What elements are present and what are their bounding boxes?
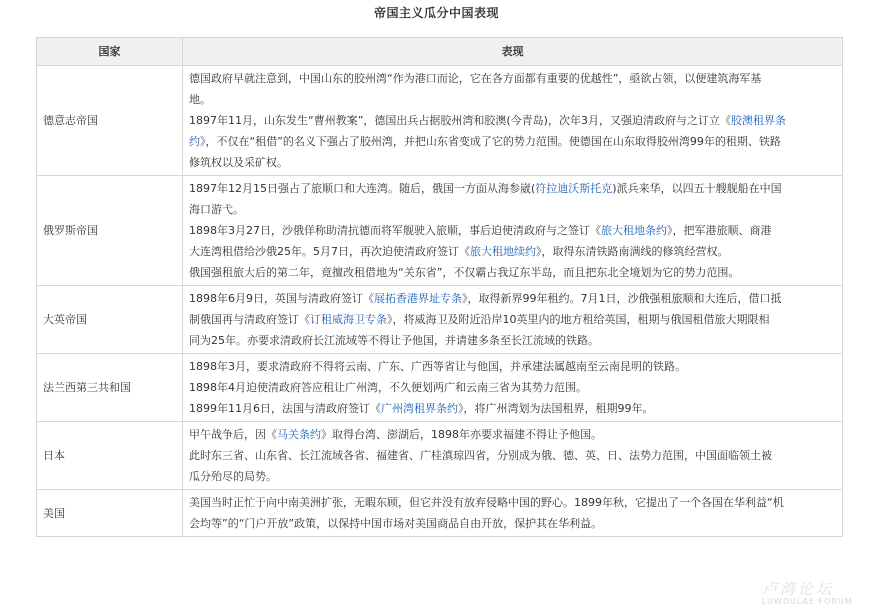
performance-line (189, 89, 836, 110)
header-country: 国家 (37, 38, 183, 66)
performance-line (189, 492, 836, 513)
performance-line (189, 356, 836, 377)
performance-line (189, 152, 836, 173)
country-cell: 俄罗斯帝国 (37, 176, 183, 286)
text-segment: 》，将威海卫及附近沿岸10英里内的地方租给英国，租期与俄国租借旅大期限相 (387, 313, 770, 326)
table-row (37, 422, 843, 490)
text-segment: 俄国强租旅大后的第二年，竟擅改租借地为“关东省”，不仅霸占我辽东半岛，而且把东北全境划为它的势力范围。 (189, 266, 740, 279)
treaty-link[interactable]: 旅大租地条约 (601, 224, 667, 237)
table-header-row (37, 38, 843, 66)
text-segment: 》，取得东清铁路南满线的修筑经营权。 (536, 245, 729, 258)
performance-line (189, 241, 836, 262)
performance-line (189, 110, 836, 131)
performance-line (189, 445, 836, 466)
performance-line (189, 513, 836, 534)
performance-line (189, 424, 836, 445)
performance-cell (183, 422, 843, 490)
treaty-link[interactable]: 订租威海卫专条 (310, 313, 387, 326)
text-segment: 会均等”的“门户开放”政策，以保持中国市场对美国商品自由开放，保护其在华利益。 (189, 517, 603, 530)
country-cell: 日本 (37, 422, 183, 490)
performance-cell (183, 490, 843, 537)
performance-cell (183, 66, 843, 176)
text-segment: 1898年3月27日，沙俄佯称助清抗德而将军舰驶入旅顺，事后迫使清政府与之签订《 (189, 224, 601, 237)
text-segment: 同为25年。亦要求清政府长江流域等不得让予他国，并请建多条至长江流域的铁路。 (189, 334, 599, 347)
watermark-en-text: LUWDULAE FORUM (762, 597, 853, 606)
text-segment: 》，取得新界99年租约。7月1日，沙俄强租旅顺和大连后，借口抵 (462, 292, 782, 305)
treaty-link[interactable]: 广州湾租界条约 (381, 402, 458, 415)
performance-line (189, 262, 836, 283)
partition-table (36, 37, 843, 537)
watermark-cn-text: 卢湾论坛 (762, 580, 835, 598)
country-cell: 德意志帝国 (37, 66, 183, 176)
treaty-link[interactable]: 旅大租地续约 (470, 245, 536, 258)
forum-watermark (762, 582, 867, 608)
table-row (37, 354, 843, 422)
text-segment: 1899年11月6日，法国与清政府签订《 (189, 402, 381, 415)
performance-line (189, 178, 836, 199)
performance-line (189, 131, 836, 152)
performance-line (189, 330, 836, 351)
performance-line (189, 68, 836, 89)
text-segment: 》，把军港旅顺、商港 (667, 224, 772, 237)
table-row (37, 490, 843, 537)
table-row (37, 176, 843, 286)
treaty-link[interactable]: 展拓香港界址专条 (374, 292, 462, 305)
text-segment: 此时东三省、山东省、长江流域各省、福建省、广桂滇琼四省，分别成为俄、德、英、日、法势力范围，中国面临领土被 (189, 449, 772, 462)
text-segment: 修筑权以及采矿权。 (189, 156, 288, 169)
text-segment: 1898年3月，要求清政府不得将云南、广东、广西等省让与他国，并承建法属越南至云南昆明的铁路。 (189, 360, 686, 373)
table-row (37, 286, 843, 354)
treaty-link[interactable]: 约 (189, 135, 200, 148)
performance-line (189, 377, 836, 398)
treaty-link[interactable]: 符拉迪沃斯托克 (535, 182, 613, 195)
text-segment: 》，将广州湾划为法国租界，租期99年。 (458, 402, 654, 415)
performance-cell (183, 354, 843, 422)
performance-line (189, 466, 836, 487)
table-caption: 帝国主义瓜分中国表现 (373, 6, 499, 20)
text-segment: 德国政府早就注意到，中国山东的胶州湾“作为港口而论，它在各方面都有重要的优越性”，亟欲占领，以便建筑海军基 (189, 72, 762, 85)
header-performance: 表现 (183, 38, 843, 66)
performance-line (189, 309, 836, 330)
text-segment: 美国当时正忙于向中南美洲扩张，无暇东顾，但它并没有放弃侵略中国的野心。1899年秋，它提出了一个各国在华利益“机 (189, 496, 784, 509)
text-segment: 制俄国再与清政府签订《 (189, 313, 310, 326)
text-segment: 1898年6月9日，英国与清政府签订《 (189, 292, 374, 305)
text-segment: 大连湾租借给沙俄25年。5月7日，再次迫使清政府签订《 (189, 245, 470, 258)
text-segment: 》取得台湾、澎湖后，1898年亦要求福建不得让予他国。 (321, 428, 602, 441)
text-segment: 海口游弋。 (189, 203, 244, 216)
performance-line (189, 398, 836, 419)
country-cell: 法兰西第三共和国 (37, 354, 183, 422)
text-segment: 》，不仅在“租借”的名义下强占了胶州湾，并把山东省变成了它的势力范围。使德国在山东取得胶州湾99年的租期、铁路 (200, 135, 781, 148)
text-segment: )派兵来华，以四五十艘舰船在中国 (612, 182, 782, 195)
table-body (37, 66, 843, 537)
country-cell: 大英帝国 (37, 286, 183, 354)
treaty-link[interactable]: 马关条约 (277, 428, 321, 441)
text-segment: 甲午战争后，因《 (189, 428, 277, 441)
performance-cell (183, 286, 843, 354)
text-segment: 1897年11月，山东发生“曹州教案”，德国出兵占据胶州湾和胶澳(今青岛)，次年3月，又强迫清政府与之订立《 (189, 114, 731, 127)
text-segment: 1898年4月迫使清政府答应租让广州湾，不久便划两广和云南三省为其势力范围。 (189, 381, 587, 394)
text-segment: 1897年12月15日强占了旅顺口和大连湾。随后，俄国一方面从海参崴( (189, 182, 536, 195)
treaty-link[interactable]: 胶澳租界条 (730, 114, 786, 127)
text-segment: 地。 (189, 93, 211, 106)
performance-line (189, 288, 836, 309)
performance-cell (183, 176, 843, 286)
country-cell: 美国 (37, 490, 183, 537)
table-row (37, 66, 843, 176)
performance-line (189, 220, 836, 241)
text-segment: 瓜分殆尽的局势。 (189, 470, 277, 483)
performance-line (189, 199, 836, 220)
